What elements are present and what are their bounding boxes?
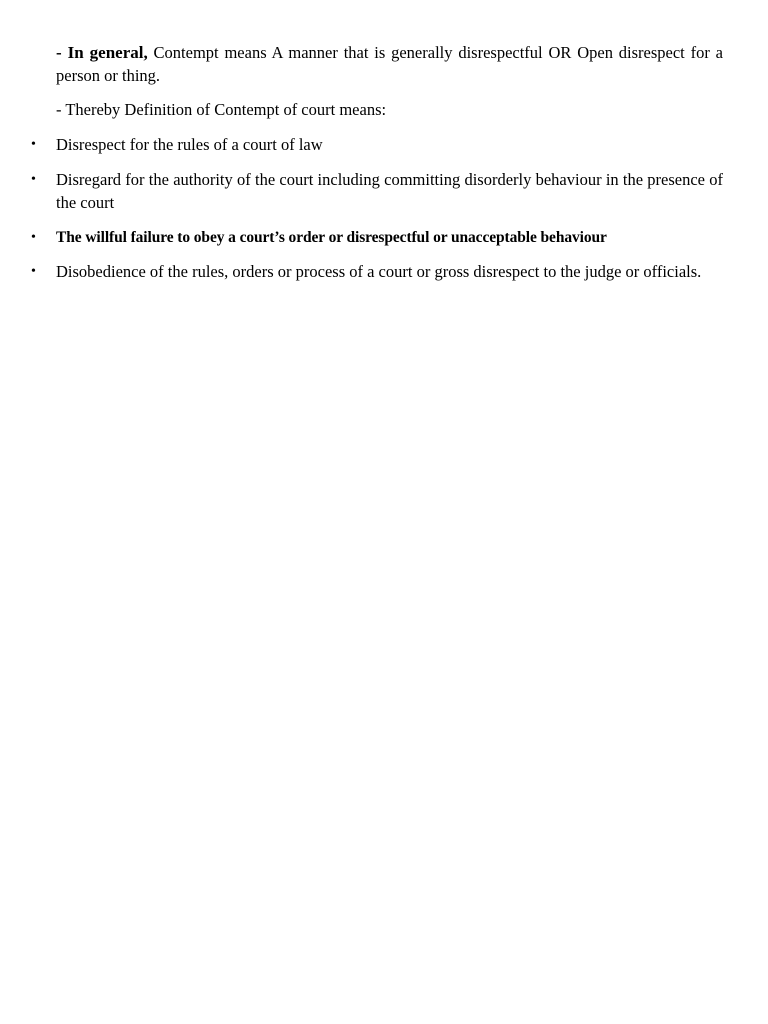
list-item-text: The willful failure to obey a court’s order or disrespectful or unacceptable behaviour: [56, 229, 607, 246]
intro-lead: - In general,: [56, 43, 148, 62]
bullet-icon: •: [31, 137, 36, 152]
bullet-icon: •: [31, 230, 36, 245]
bullet-icon: •: [31, 172, 36, 187]
bullet-icon: •: [31, 264, 36, 279]
intro-text: Contempt means A manner that is generally disrespectful OR Open disrespect for a person or thing.: [56, 43, 723, 85]
list-item-text: Disrespect for the rules of a court of law: [56, 135, 323, 154]
list-item-text: Disregard for the authority of the court including committing disorderly behaviour in the presence of the court: [56, 170, 723, 212]
intro-paragraph: [56, 41, 723, 87]
list-item-text: Disobedience of the rules, orders or process of a court or gross disrespect to the judge or officials.: [56, 262, 702, 281]
definition-heading: - Thereby Definition of Contempt of court means:: [56, 100, 387, 119]
